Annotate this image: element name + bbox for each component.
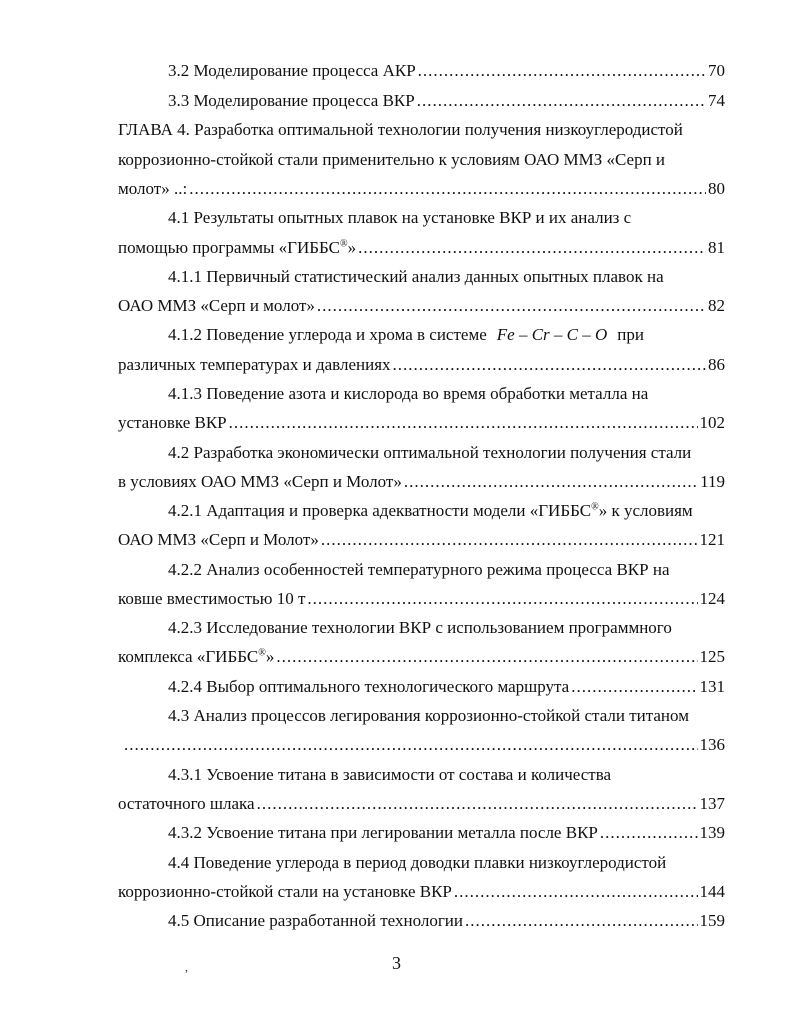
dot-leader xyxy=(229,411,698,435)
toc-entry-4-2-4 xyxy=(168,675,725,699)
toc-entry-4-3-line-2 xyxy=(118,733,725,757)
toc-chapter-4-line-3 xyxy=(118,177,725,201)
toc-page-number: 82 xyxy=(708,296,725,315)
toc-page-number: 102 xyxy=(699,413,725,432)
toc-entry-4-3-1-line-2 xyxy=(118,792,725,816)
toc-entry-title: ОАО ММЗ «Серп и Молот» xyxy=(118,530,319,549)
dot-leader xyxy=(358,236,706,260)
toc-entry-4-2-3-line-2 xyxy=(118,645,725,669)
toc-entry-4-1-3-line-2 xyxy=(118,411,725,435)
toc-entry-title: 4.5 Описание разработанной технологии xyxy=(168,911,463,930)
toc-page-number: 136 xyxy=(699,735,725,754)
toc-entry-4-1-line-2 xyxy=(118,236,725,260)
toc-entry-4-2-line-2 xyxy=(118,470,725,494)
toc-page-number: 121 xyxy=(699,530,725,549)
dot-leader xyxy=(417,89,706,113)
toc-entry-title: 4.2.4 Выбор оптимального технологического маршрута xyxy=(168,677,570,696)
toc-entry-title: 4.3.2 Усвоение титана при легировании металла после ВКР xyxy=(168,823,598,842)
toc-entry-title: 3.3 Моделирование процесса ВКР xyxy=(168,91,415,110)
dot-leader xyxy=(404,470,698,494)
toc-page-number: 124 xyxy=(699,589,725,608)
toc-chapter-4-line-1: ГЛАВА 4. Разработка оптимальной технологии получения низкоуглеродистой xyxy=(118,120,683,139)
toc-page-number: 119 xyxy=(700,472,725,491)
formula-fe-cr-c-o: Fe – Cr – C – O xyxy=(496,325,608,344)
toc-entry-title: коррозионно-стойкой стали на установке ВКР xyxy=(118,882,452,901)
dot-leader xyxy=(393,353,706,377)
toc-entry-title: различных температурах и давлениях xyxy=(118,355,391,374)
toc-page-number: 131 xyxy=(699,677,725,696)
dot-leader xyxy=(257,792,698,816)
toc-entry-4-5 xyxy=(168,909,725,933)
dot-leader xyxy=(317,294,706,318)
toc-entry-4-2-2-line-1: 4.2.2 Анализ особенностей температурного режима процесса ВКР на xyxy=(168,560,670,579)
toc-entry-4-3-1-line-1: 4.3.1 Усвоение титана в зависимости от состава и количества xyxy=(168,765,612,784)
dot-leader xyxy=(307,587,697,611)
toc-page-number: 139 xyxy=(699,823,725,842)
toc-entry-title: комплекса «ГИББС®» xyxy=(118,647,275,666)
toc-entry-4-1-2-line-1: 4.1.2 Поведение углерода и хрома в системе Fe – Cr – C – O при xyxy=(168,325,644,344)
dot-leader xyxy=(124,733,698,757)
dot-leader xyxy=(454,880,698,904)
toc-chapter-4-line-2: коррозионно-стойкой стали применительно к условиям ОАО ММЗ «Серп и xyxy=(118,150,666,169)
toc-entry-4-2-1-line-2 xyxy=(118,528,725,552)
toc-entry-4-2-3-line-1: 4.2.3 Исследование технологии ВКР с использованием программного xyxy=(168,618,672,637)
dot-leader xyxy=(276,645,697,669)
toc-entry-4-3-2 xyxy=(168,821,725,845)
registered-mark: ® xyxy=(339,238,348,250)
toc-entry-4-1-3-line-1: 4.1.3 Поведение азота и кислорода во время обработки металла на xyxy=(168,384,649,403)
toc-entry-4-4-line-2 xyxy=(118,880,725,904)
toc-page-number: 159 xyxy=(699,911,725,930)
toc-entry-4-1-1-line-1: 4.1.1 Первичный статистический анализ данных опытных плавок на xyxy=(168,267,664,286)
toc-page-number: 81 xyxy=(708,238,725,257)
dot-leader xyxy=(418,59,706,83)
toc-entry-title: в условиях ОАО ММЗ «Серп и Молот» xyxy=(118,472,402,491)
registered-mark: ® xyxy=(258,647,266,659)
toc-page-number: 137 xyxy=(699,794,725,813)
toc-entry-3-3 xyxy=(168,89,725,113)
toc-entry-title: ОАО ММЗ «Серп и молот» xyxy=(118,296,315,315)
toc-entry-4-1-line-1: 4.1 Результаты опытных плавок на установке ВКР и их анализ с xyxy=(168,208,632,227)
toc-page-number: 125 xyxy=(699,647,725,666)
toc-entry-title: помощью программы «ГИББС®» xyxy=(118,238,357,257)
toc-entry-4-2-line-1: 4.2 Разработка экономически оптимальной технологии получения стали xyxy=(168,443,692,462)
toc-entry-title: остаточного шлака xyxy=(118,794,255,813)
scan-speck: , xyxy=(185,960,188,974)
dot-leader xyxy=(465,909,698,933)
page-number: 3 xyxy=(392,953,401,973)
toc-entry-title: молот» ..: xyxy=(118,179,188,198)
toc-page-number: 70 xyxy=(708,61,725,80)
toc-entry-4-2-2-line-2 xyxy=(118,587,725,611)
toc-entry-4-2-1-line-1: 4.2.1 Адаптация и проверка адекватности модели «ГИББС®» к условиям xyxy=(168,501,693,520)
toc-entry-title: 3.2 Моделирование процесса АКР xyxy=(168,61,416,80)
dot-leader xyxy=(189,177,706,201)
toc-page-number: 86 xyxy=(708,355,725,374)
toc-entry-4-3-line-1: 4.3 Анализ процессов легирования коррозионно-стойкой стали титаном xyxy=(168,706,689,725)
dot-leader xyxy=(321,528,698,552)
toc-entry-title: установке ВКР xyxy=(118,413,227,432)
dot-leader xyxy=(571,675,697,699)
toc-page-number: 144 xyxy=(699,882,725,901)
toc-entry-4-1-2-line-2 xyxy=(118,353,725,377)
toc-page-number: 74 xyxy=(708,91,725,110)
registered-mark: ® xyxy=(591,501,599,513)
toc-entry-3-2 xyxy=(168,59,725,83)
toc-page-number: 80 xyxy=(708,179,725,198)
toc-entry-4-1-1-line-2 xyxy=(118,294,725,318)
dot-leader xyxy=(600,821,698,845)
toc-entry-title: ковше вместимостью 10 т xyxy=(118,589,306,608)
toc-entry-4-4-line-1: 4.4 Поведение углерода в период доводки плавки низкоуглеродистой xyxy=(168,853,667,872)
